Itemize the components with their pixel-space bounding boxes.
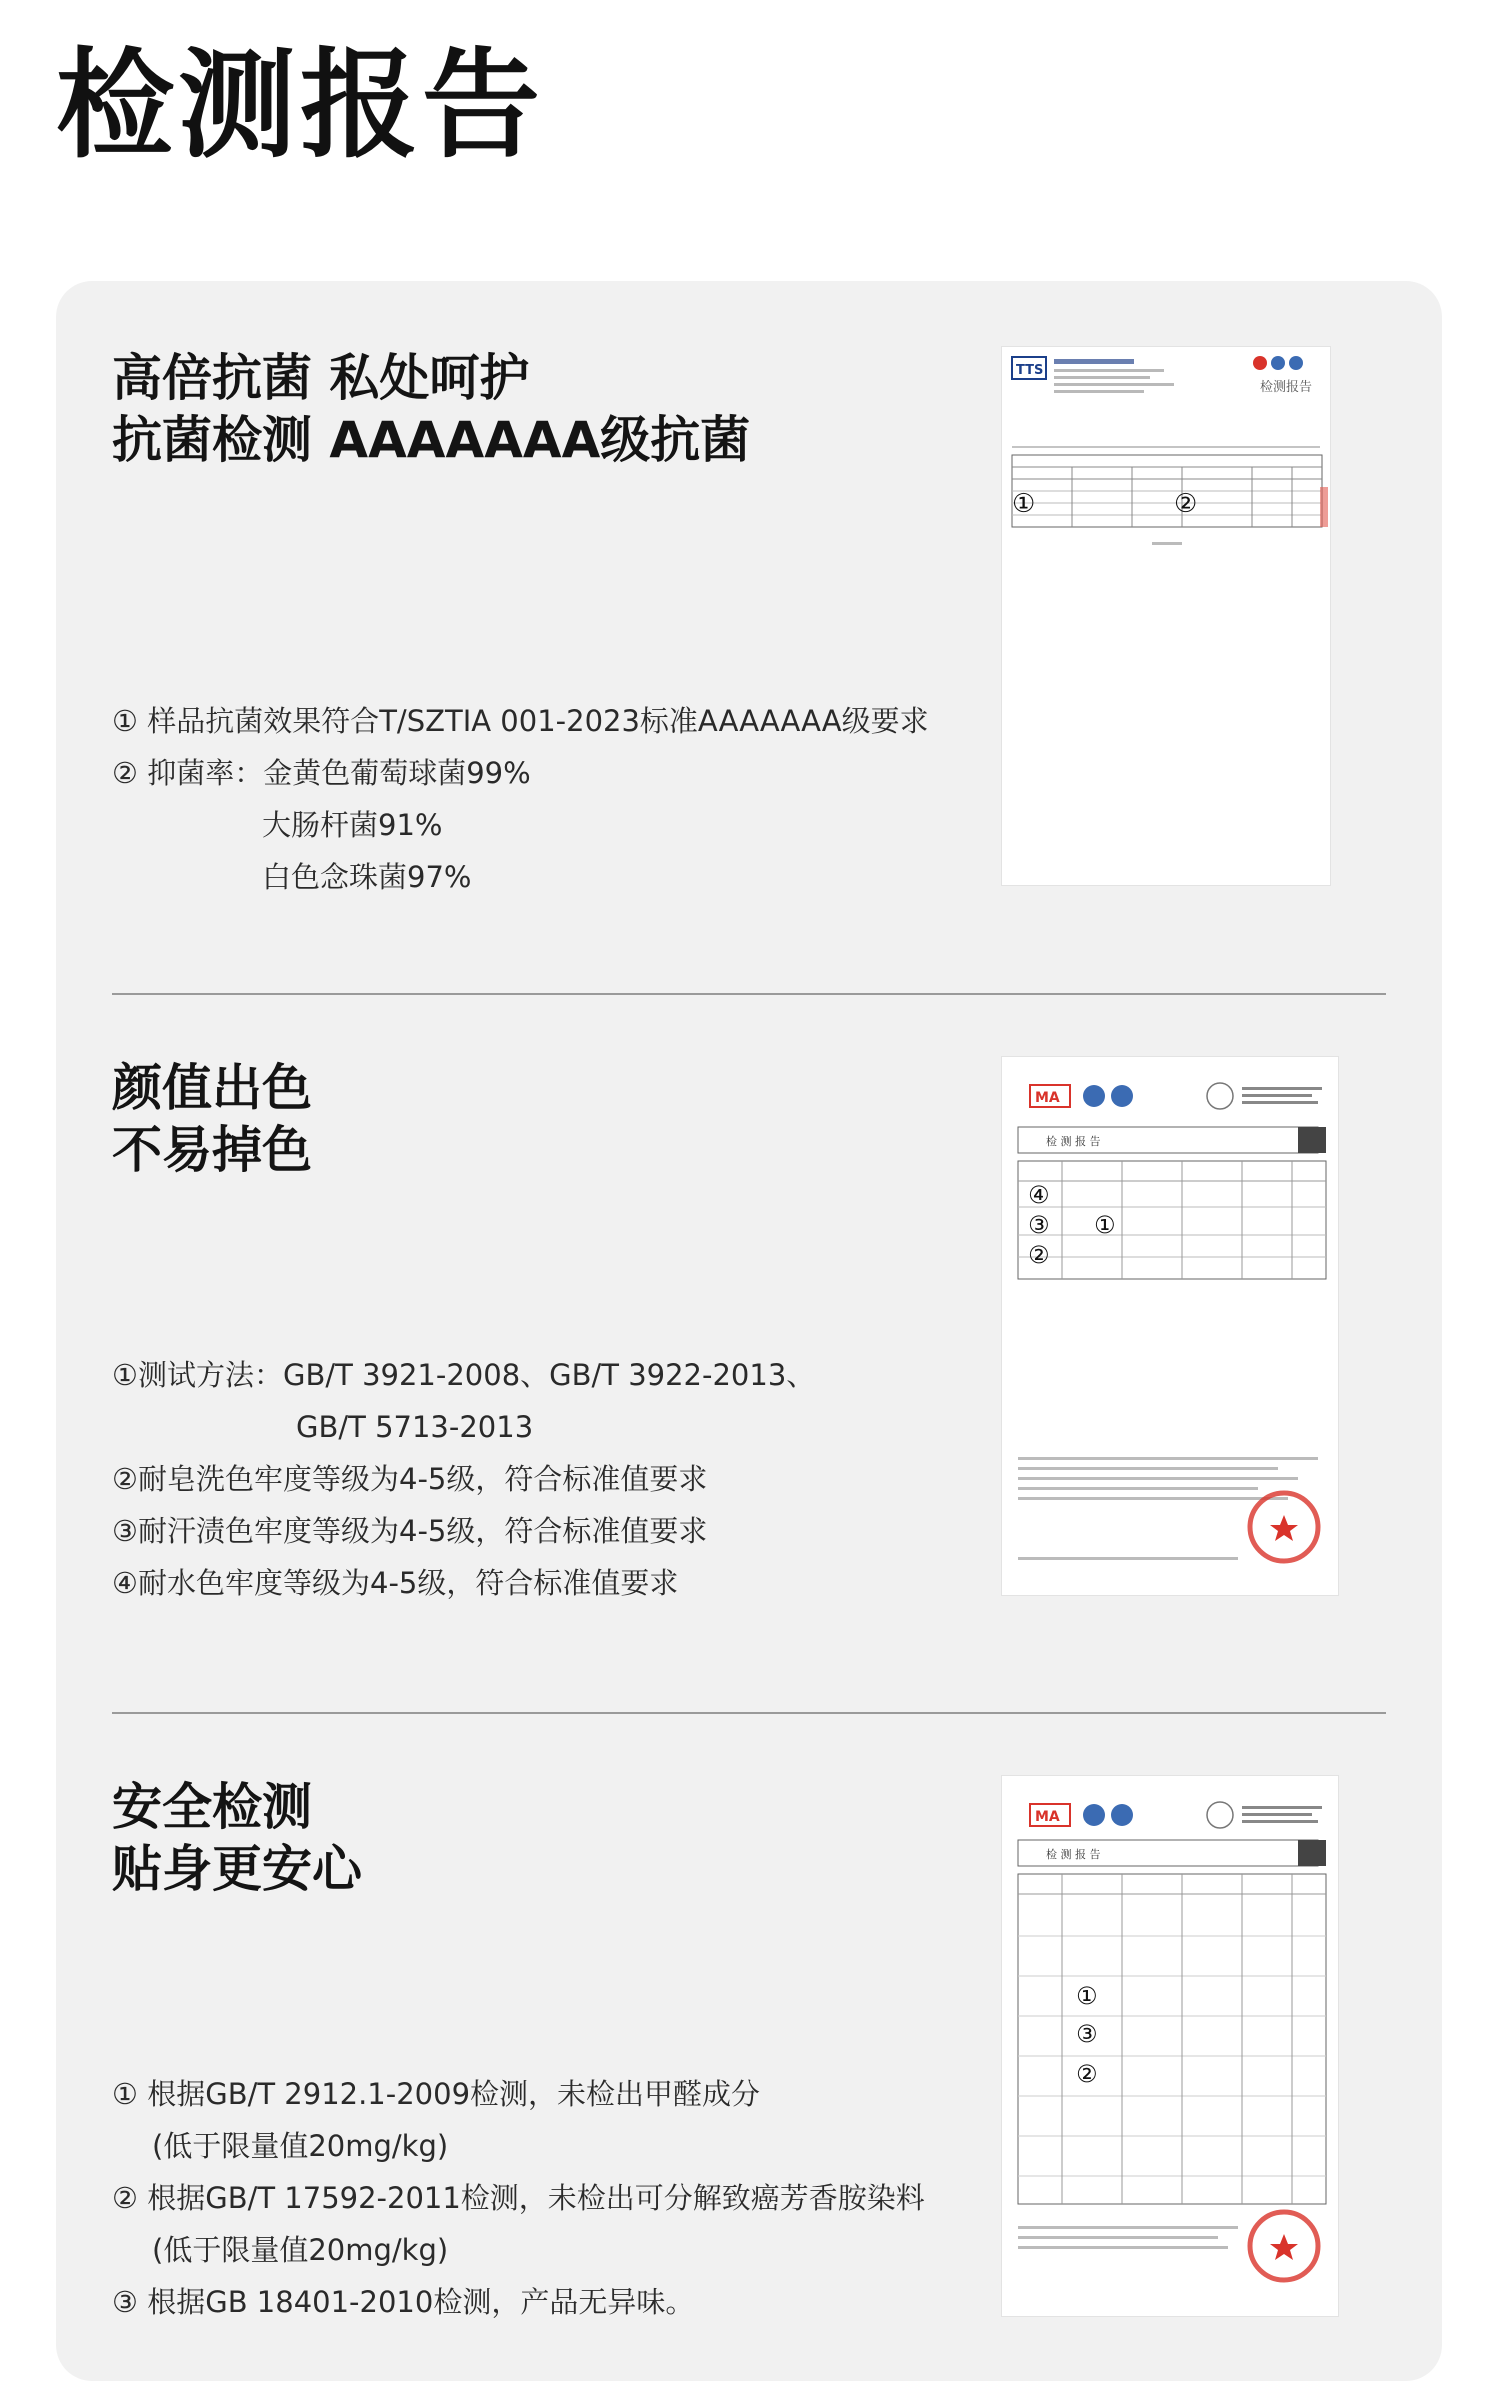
result-item: ④耐水色牢度等级为4-5级，符合标准值要求	[112, 1566, 679, 1600]
result-item: GB/T 5713-2013	[296, 1410, 534, 1444]
report-thumbnail	[1002, 347, 1330, 885]
report-marker: ①	[1012, 489, 1036, 519]
report-logo: MA	[1035, 1809, 1060, 1825]
result-item: ② 抑菌率：金黄色葡萄球菌99%	[112, 756, 531, 790]
report-logo: MA	[1035, 1090, 1060, 1106]
result-list	[112, 2068, 925, 2328]
report-thumbnail	[1002, 1057, 1338, 1595]
section-divider	[112, 1712, 1386, 1714]
result-item: ③ 根据GB 18401-2010检测，产品无异味。	[112, 2285, 695, 2319]
result-list	[112, 1349, 815, 1609]
report-marker: ③	[1028, 1211, 1050, 1239]
report-thumbnail	[1002, 1776, 1338, 2316]
content-card	[56, 281, 1442, 2381]
report-marker: ①	[1094, 1211, 1116, 1239]
heading-line-1: 高倍抗菌 私处呵护	[112, 349, 530, 407]
heading-line-1: 安全检测	[112, 1778, 312, 1836]
heading-line-1: 颜值出色	[112, 1059, 312, 1117]
report-marker: ④	[1028, 1181, 1050, 1209]
report-logo: TTS	[1016, 363, 1044, 378]
report-marker: ②	[1028, 1241, 1050, 1269]
report-title: 检 测 报 告	[1046, 1848, 1101, 1861]
heading-line-2: 抗菌检测 AAAAAAA级抗菌	[112, 411, 751, 469]
result-item: ②耐皂洗色牢度等级为4-5级，符合标准值要求	[112, 1462, 708, 1496]
result-item: (低于限量值20mg/kg)	[152, 2129, 449, 2163]
page-title: 检测报告	[56, 36, 545, 174]
result-item: 白色念珠菌97%	[262, 860, 472, 894]
result-list	[112, 695, 929, 903]
report-marker: ①	[1076, 1982, 1098, 2010]
result-item: ① 根据GB/T 2912.1-2009检测，未检出甲醛成分	[112, 2077, 761, 2111]
report-title: 检测报告	[1260, 380, 1313, 395]
star-icon	[1270, 2234, 1298, 2260]
result-item: (低于限量值20mg/kg)	[152, 2233, 449, 2267]
result-item: ③耐汗渍色牢度等级为4-5级，符合标准值要求	[112, 1514, 708, 1548]
report-marker: ③	[1076, 2020, 1098, 2048]
report-title: 检 测 报 告	[1046, 1135, 1101, 1148]
section-divider	[112, 993, 1386, 995]
section-antibacterial	[112, 347, 1386, 907]
result-item: ①测试方法：GB/T 3921-2008、GB/T 3922-2013、	[112, 1358, 816, 1392]
result-item: ② 根据GB/T 17592-2011检测，未检出可分解致癌芳香胺染料	[112, 2181, 925, 2215]
section-safety	[112, 1776, 1386, 2336]
section-colorfastness	[112, 1057, 1386, 1617]
report-marker: ②	[1174, 489, 1198, 519]
star-icon	[1270, 1515, 1298, 1541]
report-marker: ②	[1076, 2060, 1098, 2088]
result-item: ① 样品抗菌效果符合T/SZTIA 001-2023标准AAAAAAA级要求	[112, 704, 929, 738]
heading-line-2: 不易掉色	[112, 1121, 312, 1179]
result-item: 大肠杆菌91%	[262, 808, 443, 842]
heading-line-2: 贴身更安心	[112, 1840, 362, 1898]
